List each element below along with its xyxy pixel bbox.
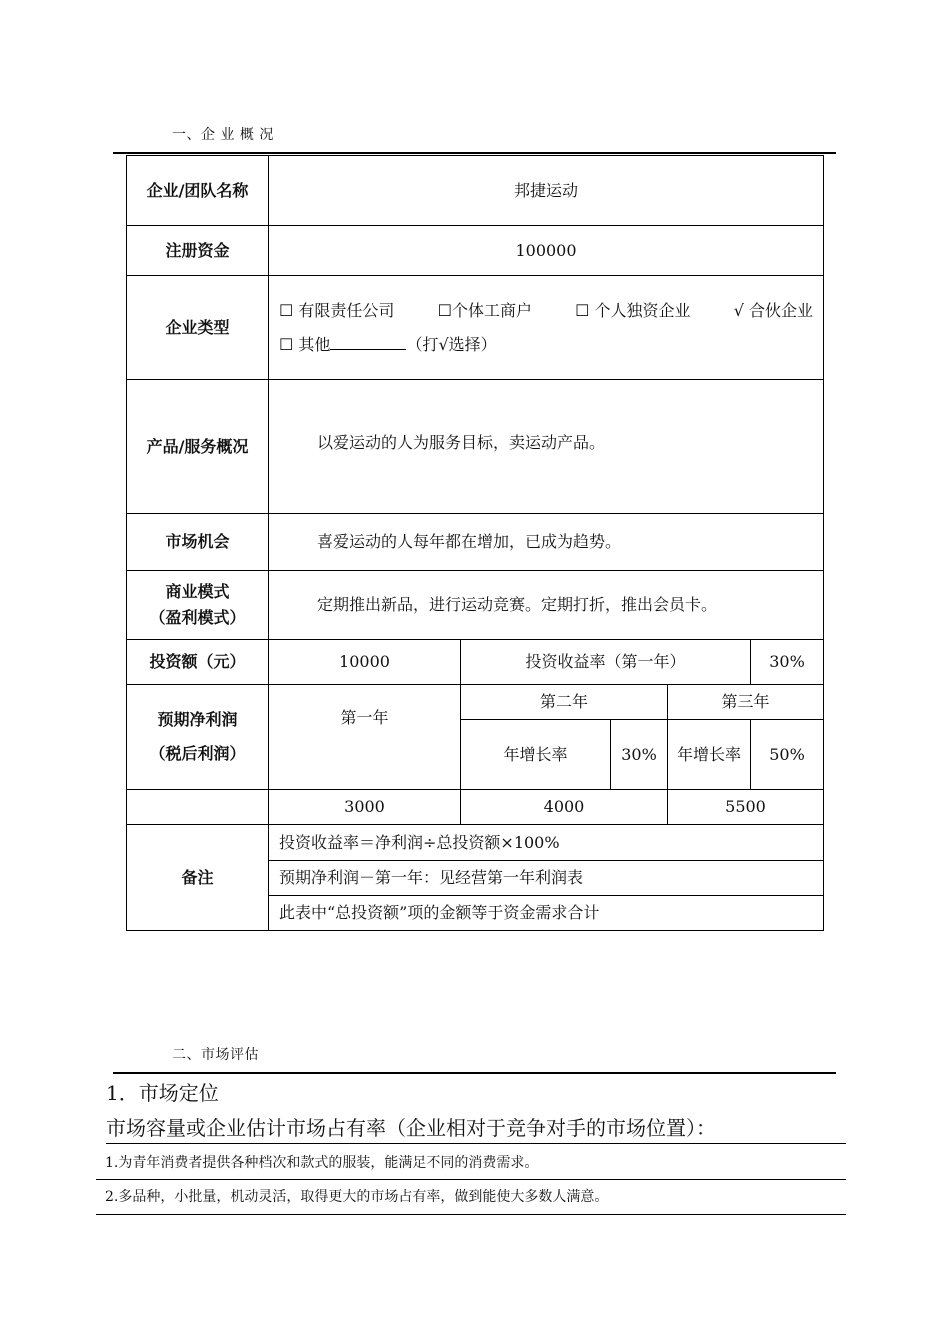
company-type-options — [269, 276, 824, 380]
market-positioning-title: 1．市场定位 — [106, 1081, 219, 1105]
business-model-label-line1: 商业模式 — [165, 582, 230, 602]
row-profit-years — [127, 685, 824, 720]
product-service-value: 以爱运动的人为服务目标，卖运动产品。 — [269, 380, 824, 514]
company-type-label: 企业类型 — [127, 276, 269, 380]
row-profit-values — [127, 790, 824, 825]
business-model-value: 定期推出新品，进行运动竞赛。定期打折，推出会员卡。 — [269, 571, 824, 640]
year2-profit-value: 4000 — [461, 790, 668, 825]
section-heading-overview: 一、企 业 概 况 — [172, 127, 274, 143]
row-company-type — [127, 276, 824, 380]
row-business-model — [127, 571, 824, 640]
market-opportunity-value: 喜爱运动的人每年都在增加，已成为趋势。 — [269, 514, 824, 571]
year2-growth-value: 30% — [611, 720, 668, 790]
expected-profit-label-line2: （税后利润） — [149, 744, 246, 763]
registered-capital-value: 100000 — [269, 226, 824, 276]
company-name-value: 邦捷运动 — [269, 156, 824, 226]
row-market-opportunity — [127, 514, 824, 571]
row-product-service — [127, 380, 824, 514]
year3-growth-label: 年增长率 — [668, 720, 751, 790]
market-opportunity-label: 市场机会 — [127, 514, 269, 571]
note-1: 投资收益率＝净利润÷总投资额×100% — [269, 825, 824, 861]
note-3: 此表中“总投资额”项的金额等于资金需求合计 — [269, 896, 824, 931]
product-service-label: 产品/服务概况 — [127, 380, 269, 514]
year1-label: 第一年 — [269, 685, 461, 790]
registered-capital-label: 注册资金 — [127, 226, 269, 276]
year3-profit-value: 5500 — [668, 790, 824, 825]
other-blank-line — [330, 333, 406, 350]
type-option-partnership[interactable]: √ 合伙企业 — [733, 300, 813, 320]
year3-label: 第三年 — [668, 685, 824, 720]
investment-value: 10000 — [269, 640, 461, 685]
year3-growth-value: 50% — [751, 720, 824, 790]
row-investment — [127, 640, 824, 685]
row-registered-capital — [127, 226, 824, 276]
notes-label: 备注 — [127, 825, 269, 931]
market-capacity-question: 市场容量或企业估计市场占有率（企业相对于竞争对手的市场位置）： — [106, 1112, 846, 1144]
expected-profit-label-line1: 预期净利润 — [157, 710, 238, 729]
type-option-other[interactable]: ☐ 其他 — [279, 334, 331, 354]
row-note-1 — [127, 825, 824, 861]
year2-label: 第二年 — [461, 685, 668, 720]
expected-profit-label — [127, 685, 269, 790]
type-option-limited-liability[interactable]: ☐ 有限责任公司 — [279, 300, 395, 320]
note-2: 预期净利润－第一年：见经营第一年利润表 — [269, 861, 824, 896]
profit-values-label-continued — [127, 790, 269, 825]
type-option-individual-business[interactable]: ☐个体工商户 — [437, 300, 532, 320]
company-name-label: 企业/团队名称 — [127, 156, 269, 226]
investment-label: 投资额（元） — [127, 640, 269, 685]
roi-value: 30% — [751, 640, 824, 685]
overview-top-rule — [113, 152, 836, 154]
section-heading-market: 二、市场评估 — [172, 1047, 259, 1063]
roi-label: 投资收益率（第一年） — [461, 640, 751, 685]
market-item-2: 2.多品种，小批量，机动灵活，取得更大的市场占有率，做到能使大多数人满意。 — [96, 1180, 846, 1215]
business-model-label — [127, 571, 269, 640]
company-overview-table — [126, 155, 824, 931]
type-instructions: （打√选择） — [406, 334, 497, 354]
row-company-name — [127, 156, 824, 226]
market-item-1: 1.为青年消费者提供各种档次和款式的服装，能满足不同的消费需求。 — [96, 1146, 846, 1180]
market-top-rule — [113, 1072, 836, 1074]
business-model-label-line2: （盈利模式） — [149, 608, 246, 627]
type-option-sole-proprietorship[interactable]: ☐ 个人独资企业 — [575, 300, 691, 320]
year2-growth-label: 年增长率 — [461, 720, 611, 790]
year1-profit-value: 3000 — [269, 790, 461, 825]
